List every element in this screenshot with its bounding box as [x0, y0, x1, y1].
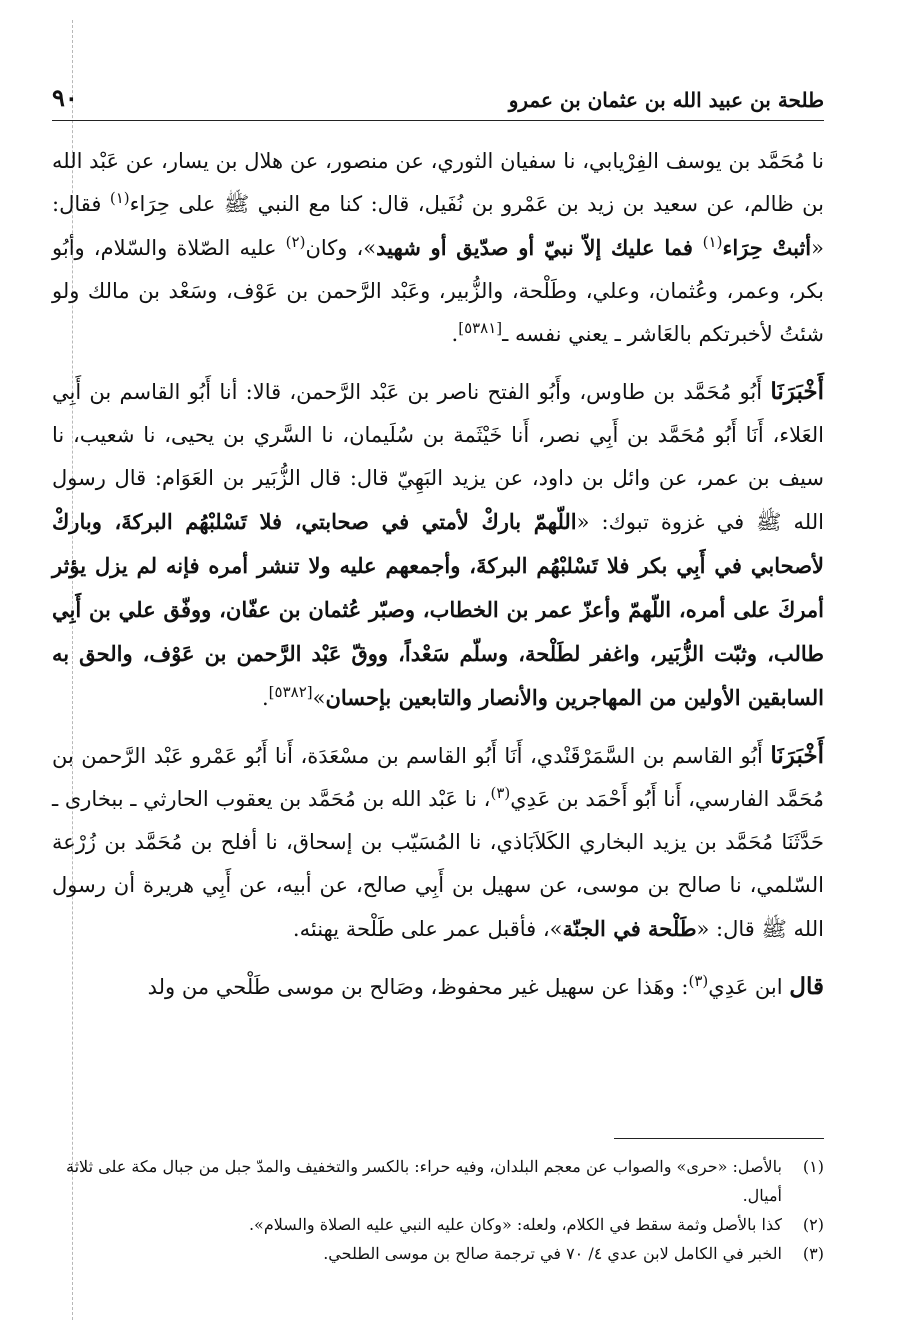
header-rule: [52, 120, 824, 121]
paragraph-text: أَبُو مُحَمَّد بن طاوس، وأَبُو الفتح ناصر بن عَبْد الرَّحمن، قالا: أنا أَبُو القاسم بن أَبِي العَلاء، أَنَا أَبُو مُحَمَّد بن أَبِي نصر، أَنا خَيْثَمة بن سُلَيمان، نا السَّري بن يحيى، نا شعيب، نا سيف بن عمر، عن وائل بن داود، عن يزيد البَهِيّ قال: قال الزُّبَير بن العَوَام: قال رسول الله ﷺ في غزوة تبوك: «: [52, 380, 824, 534]
footnote-marker: (١): [702, 233, 723, 251]
footnote-rule: [614, 1138, 824, 1139]
paragraph-text: فقال: «: [52, 192, 824, 260]
paragraph-text: »: [312, 686, 326, 710]
page-header: [52, 78, 824, 112]
page-number: ٩٠: [52, 83, 78, 112]
hadith-text: اللّهمّ باركْ لأمتي في صحابتي، فلا تَسْلبْهُم البركةَ، وباركْ لأصحابي في أَبِي بكر فلا تَسْلبْهُم البركةَ، وأجمعهم عليه ولا تنشر أمره فإنه لم يزل يؤثر أمركَ على أمره، اللّهمّ وأعزّ عمر بن الخطاب، وصبّر عُثمان بن عفّان، ووفّق علي بن أَبِي طالب، وثبّت الزُّبَير، واغفر لطَلْحة، وسلّم سَعْداً، ووقّ عَبْد الرَّحمن بن عَوْف، والحق به السابقين الأولين من المهاجرين والأنصار والتابعين بإحسان: [52, 509, 824, 710]
lead-word: قال: [789, 973, 824, 1000]
paragraph-1: [52, 140, 824, 356]
footnote-marker: (٣): [688, 972, 709, 990]
paragraph-end: .: [451, 322, 459, 346]
page-body: [52, 140, 824, 1023]
paragraph-end: .: [261, 686, 269, 710]
paragraph-text: »، وكان: [305, 236, 377, 260]
footnote-marker: (١): [109, 189, 130, 207]
paragraph-4: [52, 965, 824, 1009]
footnote-marker: (٢): [285, 233, 306, 251]
footnote: [52, 1152, 824, 1210]
paragraph-text: أَبُو القاسم بن السَّمَرْقَنْدي، أَنَا أَبُو القاسم بن مسْعَدَة، أَنا أَبُو عَمْرو عَبْد الرَّحمن بن مُحَمَّد الفارسي، أَنا أَبُو أَحْمَد بن عَدِي: [52, 744, 824, 811]
footnote-number: (٢): [802, 1215, 824, 1234]
paragraph-text: عليه الصّلاة والسّلام، وأبُو بكر، وعمر، وعُثمان، وعلي، وطَلْحة، والزُّبير، وعَبْد الرَّحمن بن عَوْف، وسَعْد بن مالك ولو شئتُ لأخبرتكم بالعَاشر ـ يعني نفسه ـ: [52, 236, 824, 346]
lead-word: أَخْبَرَنَا: [770, 378, 824, 405]
hadith-text: أثبتْ حِرَاء: [722, 235, 812, 260]
paragraph-text: ابن عَدِي: [708, 975, 790, 999]
paragraph-text: ، نا عَبْد الله بن مُحَمَّد بن يعقوب الحارثي ـ ببخارى ـ حَدَّثَنَا مُحَمَّد بن يزيد البخاري الكَلاَبَاذي، نا المُسَيّب بن إسحاق، نا أفلح بن مُحَمَّد بن زُرْعة السّلمي، نا صالح بن موسى، عن سهيل بن أَبِي صالح، عن أبيه، عن أَبِي هريرة أن رسول الله ﷺ قال: «: [52, 787, 824, 941]
footnote-text: كذا بالأصل وثمة سقط في الكلام، ولعله: «وكان عليه النبي عليه الصلاة والسلام».: [248, 1215, 782, 1234]
footnote-text: بالأصل: «حرى» والصواب عن معجم البلدان، وفيه حراء: بالكسر والتخفيف والمدّ جبل من جبال مكة على ثلاثة أميال.: [65, 1157, 782, 1205]
footnote-text: الخبر في الكامل لابن عدي ٤/ ٧٠ في ترجمة صالح بن موسى الطلحي.: [323, 1244, 782, 1263]
footnote: [52, 1239, 824, 1268]
paragraph-text: »، فأقبل عمر على طَلْحة يهنئه.: [292, 917, 563, 941]
footnote: [52, 1210, 824, 1239]
hadith-text: فما عليك إلاّ نبيّ أو صدّيق أو شهيد: [376, 235, 703, 260]
paragraph-2: [52, 370, 824, 720]
footnote-marker: (٣): [490, 784, 511, 802]
running-title: طلحة بن عبيد الله بن عثمان بن عمرو: [508, 88, 824, 112]
footnotes: [52, 1152, 824, 1268]
footnote-number: (١): [802, 1157, 824, 1176]
reference-number: [٥٣٨١]: [458, 319, 503, 337]
paragraph-text: نا مُحَمَّد بن يوسف الفِرْيابي، نا سفيان الثوري، عن منصور، عن هلال بن يسار، عن عَبْد الله بن ظالم، عن سعيد بن زيد بن عَمْرو بن نُفَيل، قال: كنا مع النبي ﷺ على حِرَاء: [52, 149, 824, 216]
paragraph-text: : وهَذا عن سهيل غير محفوظ، وصَالح بن موسى طَلْحي من ولد: [147, 975, 689, 999]
reference-number: [٥٣٨٢]: [268, 683, 313, 701]
lead-word: أَخْبَرَنَا: [770, 742, 825, 769]
hadith-text: طَلْحة في الجنّة: [562, 916, 697, 941]
footnote-number: (٣): [802, 1244, 824, 1263]
paragraph-3: [52, 734, 824, 951]
